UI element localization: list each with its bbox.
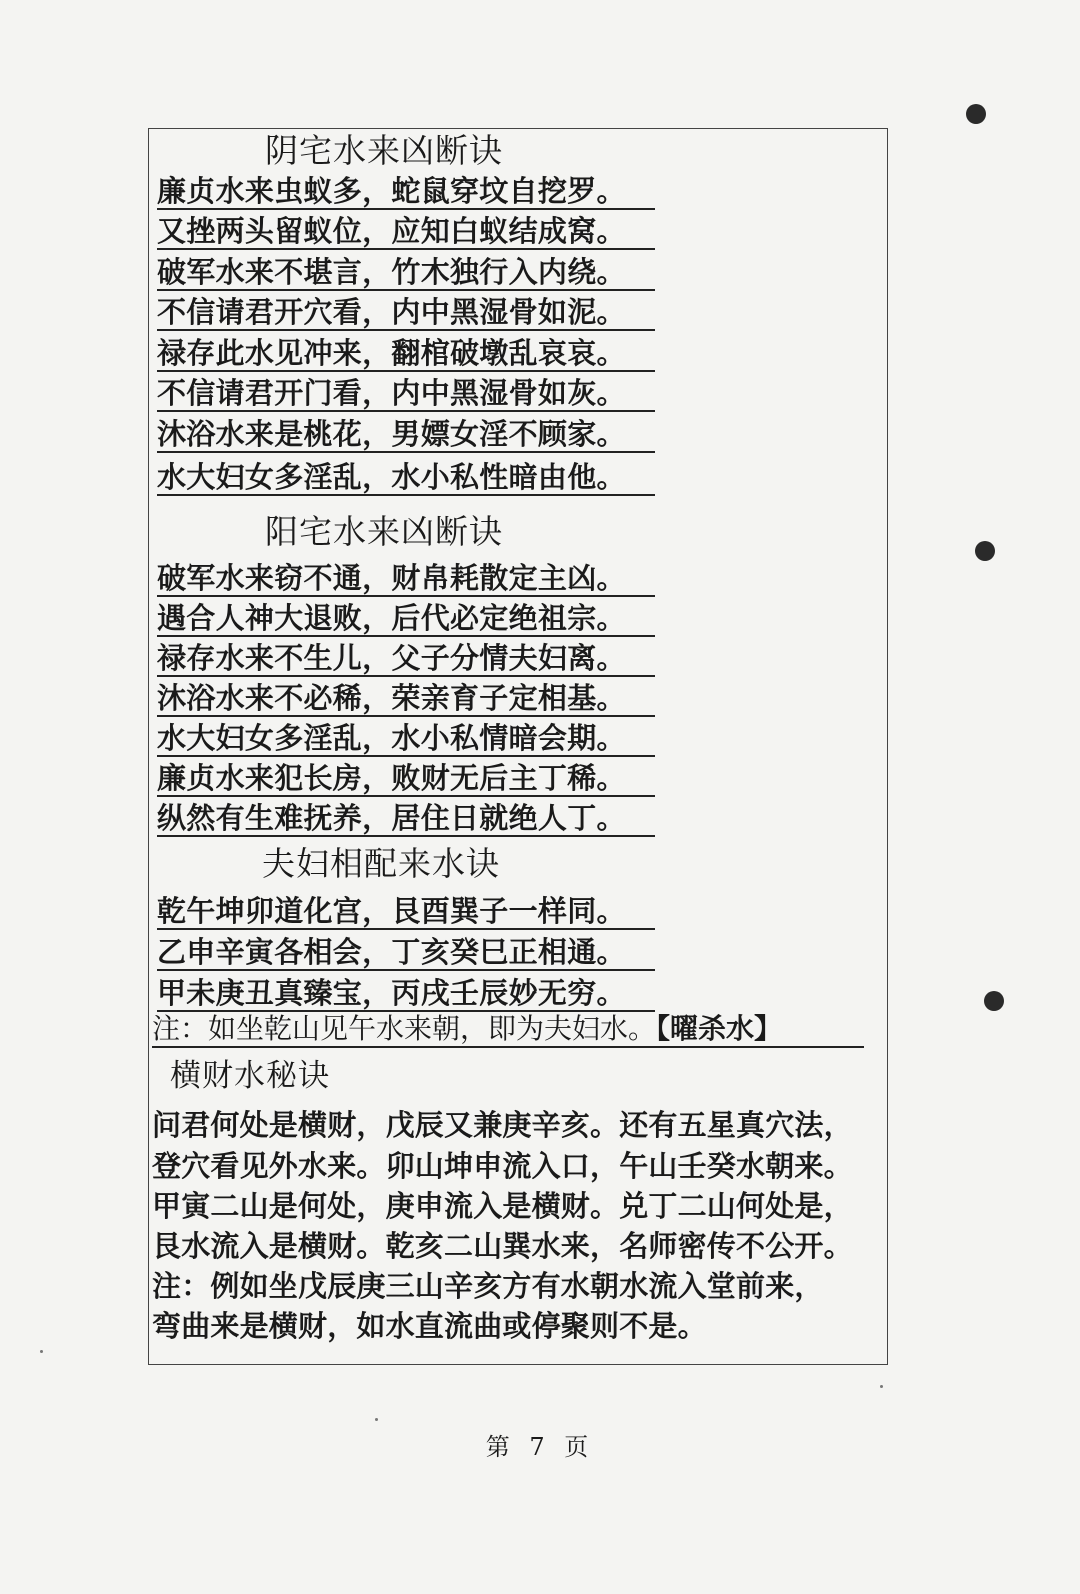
verse-line: 廉贞水来虫蚁多，蛇鼠穿坟自挖罗。 [157, 174, 655, 210]
verse-line: 纵然有生难抚养，居住日就绝人丁。 [157, 801, 655, 837]
section-title-windfall-water: 横财水秘诀 [170, 1058, 330, 1094]
prose-line: 注：例如坐戊辰庚三山辛亥方有水朝水流入堂前来， [152, 1269, 824, 1303]
section-title-yang-house: 阳宅水来凶断诀 [265, 512, 503, 551]
verse-line: 又挫两头留蚁位，应知白蚁结成窝。 [157, 214, 655, 250]
scan-speck [375, 1418, 378, 1421]
verse-line: 沐浴水来是桃花，男嫖女淫不顾家。 [157, 417, 655, 453]
verse-line: 水大妇女多淫乱，水小私性暗由他。 [157, 460, 655, 496]
verse-line: 乾午坤卯道化宫，艮酉巽子一样同。 [157, 894, 655, 930]
binder-hole-bottom [984, 991, 1004, 1011]
verse-line: 不信请君开穴看，内中黑湿骨如泥。 [157, 295, 655, 331]
verse-line: 禄存此水见冲来，翻棺破墩乱哀哀。 [157, 336, 655, 372]
prose-line: 艮水流入是横财。乾亥二山巽水来，名师密传不公开。 [152, 1229, 853, 1263]
note-line [152, 1012, 864, 1048]
prose-line: 问君何处是横财，戊辰又兼庚辛亥。还有五星真穴法， [152, 1108, 853, 1142]
verse-line: 破军水来不堪言，竹木独行入内绕。 [157, 255, 655, 291]
verse-line: 沐浴水来不必稀，荣亲育子定相基。 [157, 681, 655, 717]
section-title-couple-water: 夫妇相配来水诀 [262, 844, 500, 883]
note-text: 注：如坐乾山见午水来朝，即为夫妇水。 [152, 1012, 657, 1045]
verse-line: 乙申辛寅各相会，丁亥癸巳正相通。 [157, 935, 655, 971]
verse-line: 遇合人神大退败，后代必定绝祖宗。 [157, 601, 655, 637]
verse-line: 破军水来窃不通，财帛耗散定主凶。 [157, 561, 655, 597]
prose-line: 甲寅二山是何处，庚申流入是横财。兑丁二山何处是， [152, 1189, 853, 1223]
prose-line: 弯曲来是横财，如水直流曲或停聚则不是。 [152, 1309, 707, 1343]
verse-line: 禄存水来不生儿，父子分情夫妇离。 [157, 641, 655, 677]
note-tag: 【曜杀水】 [656, 1012, 783, 1045]
binder-hole-top [966, 104, 986, 124]
section-title-yin-house: 阴宅水来凶断诀 [265, 131, 503, 170]
scan-speck [880, 1385, 883, 1388]
binder-hole-middle [975, 541, 995, 561]
verse-line: 水大妇女多淫乱，水小私情暗会期。 [157, 721, 655, 757]
page-number: 第 7 页 [485, 1433, 595, 1461]
scan-speck [40, 1350, 43, 1353]
verse-line: 甲未庚丑真臻宝，丙戌壬辰妙无穷。 [157, 976, 655, 1012]
prose-line: 登穴看见外水来。卯山坤申流入口，午山壬癸水朝来。 [152, 1149, 853, 1183]
verse-line: 廉贞水来犯长房，败财无后主丁稀。 [157, 761, 655, 797]
verse-line: 不信请君开门看，内中黑湿骨如灰。 [157, 376, 655, 412]
